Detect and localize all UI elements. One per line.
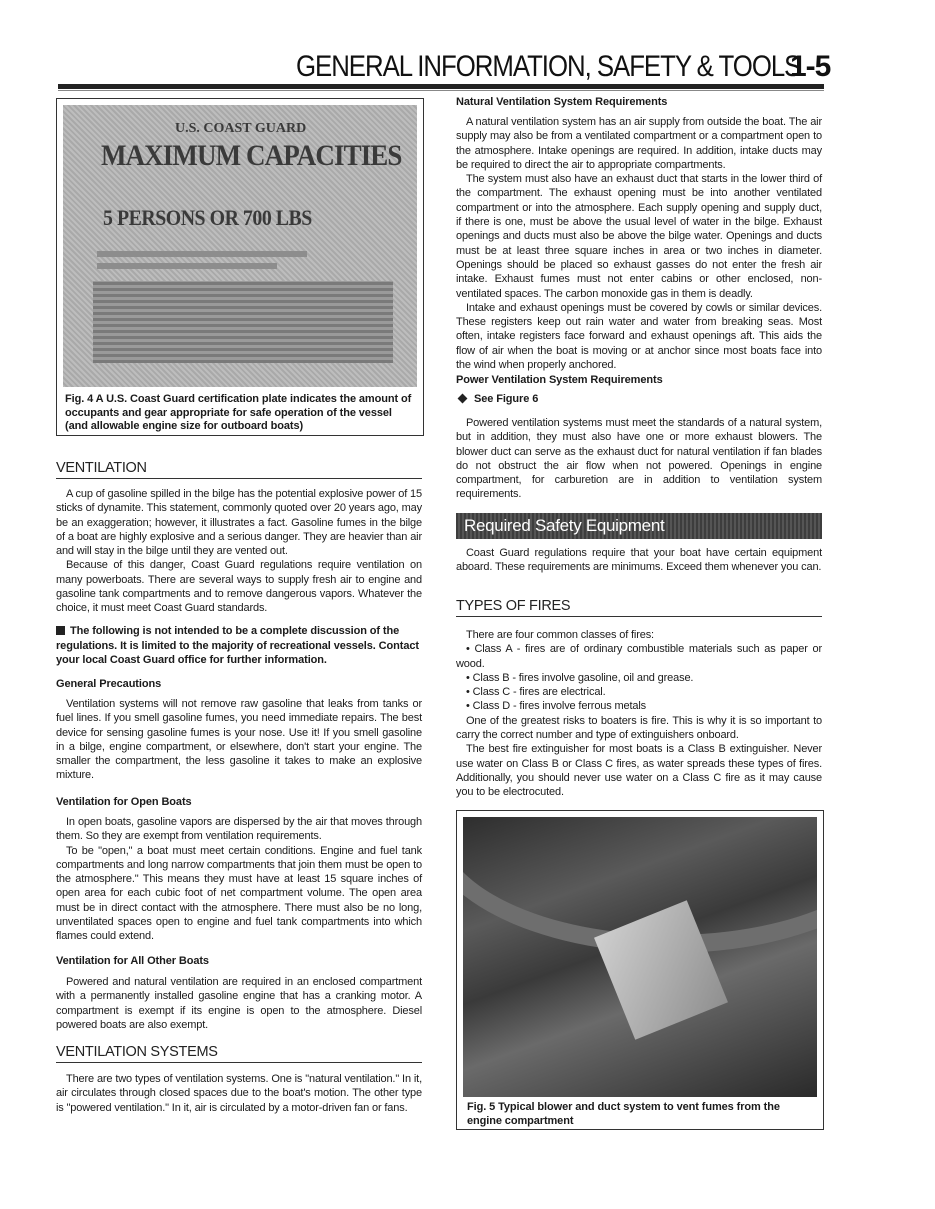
see-figure-6-text: See Figure 6 (474, 393, 539, 405)
ventilation-heading: VENTILATION (56, 460, 147, 476)
fire-class-b: • Class B - fires involve gasoline, oil and grease. (466, 671, 694, 684)
regulation-note (56, 624, 422, 668)
banner-text: Required Safety Equipment (464, 516, 665, 535)
note-square-icon (56, 626, 65, 635)
fire-classes-list (456, 642, 822, 713)
plate-fine-print (97, 245, 337, 275)
ventilation-intro (56, 487, 422, 616)
figure-5-caption: Fig. 5 Typical blower and duct system to vent fumes from the engine compartment (467, 1101, 780, 1127)
natural-paragraph-3: Intake and exhaust openings must be covered by cowls or similar devices. These registers keep out rain water and water from breaking seas. Most often, intake registers face forward and exhaust openings aft. This aids the flow of air when the boat is moving or at anchor since most boats face into the wind when properly anchored. (456, 301, 822, 372)
ventilation-systems-paragraph: There are two types of ventilation systems. One is "natural ventilation." In it, air circulates through closed spaces due to the boat's motion. The other type is "powered ventilation." In it, air is circulated by a motor-driven fan or fans. (56, 1073, 422, 1114)
power-ventilation-heading: Power Ventilation System Requirements (456, 374, 663, 386)
natural-paragraph-2: The system must also have an exhaust duct that starts in the lower third of the compartment. The exhaust opening must be into another ventilated compartment or into the atmosphere. Each supply opening and supply duct, if there is one, must be above the usual level of water in the bilge. Exhaust openings and ducts must also be above the bilge water. Openings and ducts must be at least three square inches in area or two inches in diameter. Openings should be placed so exhaust gasses do not enter the fresh air intake. Exhaust fumes must not enter cabins or other enclosed, non-ventilated spaces. The carbon monoxide gas in them is deadly. (456, 173, 822, 300)
ventilation-paragraph-1: A cup of gasoline spilled in the bilge has the potential explosive power of 15 sticks of dynamite. This statement, commonly quoted over 20 years ago, may be an exaggeration; however, it illustrates a fact. Gasoline fumes in the bilge of a boat are highly explosive and a serious danger. They are heavier than air and will stay in the bilge until they are vented out. (56, 488, 422, 558)
open-boats-heading: Ventilation for Open Boats (56, 796, 192, 808)
ventilation-systems-text (56, 1072, 422, 1115)
power-ventilation-paragraph: Powered ventilation systems must meet the standards of a natural system, but in addition, they must also have one or more exhaust blowers. The blower duct can serve as the exhaust duct for natural ventilation if fan blades do not obstruct the air flow when not powered. Openings in engine compartment, for carburetion are in addition to ventilation system requirements. (456, 417, 822, 501)
other-boats-paragraph: Powered and natural ventilation are required in an enclosed compartment with a permanently installed gasoline engine that has a cranking motor. A compartment is exempt if its engine is open to the atmosphere. Diesel powered boats are also exempt. (56, 976, 422, 1031)
blower-duct-photo (463, 817, 817, 1097)
required-safety-equipment-banner (456, 513, 822, 539)
general-precautions-heading: General Precautions (56, 678, 162, 690)
general-precautions-paragraph: Ventilation systems will not remove raw gasoline that leaks from tanks or fuel lines. If you smell gasoline fumes, you need immediate repairs. The best device for sensing gasoline fumes is your nose. Use it! If you smell gasoline in a bilge, engine compartment, or elsewhere, don't start your engine. The smaller the compartment, the less gasoline it takes to make an explosive mixture. (56, 698, 422, 782)
plate-line-3: 5 PERSONS OR 700 LBS (103, 205, 312, 230)
fires-intro: There are four common classes of fires: (466, 629, 654, 641)
fire-class-d: • Class D - fires involve ferrous metals (466, 700, 647, 713)
fires-paragraph-1: One of the greatest risks to boaters is fire. This is why it is so important to carry the correct number and type of extinguishers onboard. (456, 714, 822, 742)
diamond-bullet-icon (458, 394, 468, 404)
natural-ventilation-text (456, 115, 822, 372)
fires-paragraph-2: The best fire extinguisher for most boats is a Class B extinguisher. Never use water on Class B or Class C fires, as water spreads these types of fires. Additionally, you should never use water on a Class C fire as it may cause you to be electrocuted. (456, 743, 822, 799)
types-of-fires-heading: TYPES OF FIRES (456, 598, 571, 614)
ventilation-heading-rule (56, 478, 422, 479)
plate-line-2: MAXIMUM CAPACITIES (101, 139, 402, 172)
types-of-fires-rule (456, 616, 822, 617)
header-rule (58, 84, 824, 89)
page-number: 1-5 (790, 50, 831, 83)
safety-text (456, 546, 822, 575)
general-precautions-text (56, 697, 422, 783)
safety-paragraph: Coast Guard regulations require that your boat have certain equipment aboard. These requirements are minimums. Exceed them whenever you can. (456, 547, 822, 574)
header-rule-thin (58, 90, 824, 91)
open-boats-paragraph-2: To be "open," a boat must meet certain conditions. Engine and fuel tank compartments and long narrow compartments that join them must be open to the atmosphere." This means they must have at least 15 square inches of open area for each cubic foot of net compartment volume. The open area must be in direct contact with the atmosphere. There must also be no long, unventilated spaces open to engine and fuel tank compartments into which flames could extend. (56, 844, 422, 943)
open-boats-text (56, 815, 422, 944)
regulation-note-text: The following is not intended to be a complete discussion of the regulations. It is limited to the majority of recreational vessels. Contact your local Coast Guard office for further information. (56, 625, 419, 666)
open-boats-paragraph-1: In open boats, gasoline vapors are dispersed by the air that moves through them. So they are exempt from ventilation requirements. (56, 816, 422, 843)
fire-class-c: • Class C - fires are electrical. (466, 686, 606, 699)
figure-4-caption: Fig. 4 A U.S. Coast Guard certification plate indicates the amount of occupants and gear appropriate for safe operation of the vessel (and allowable engine size for outboard boats) (65, 393, 412, 432)
other-boats-text (56, 975, 422, 1032)
capacity-plate-image (63, 105, 417, 387)
other-boats-heading: Ventilation for All Other Boats (56, 955, 209, 967)
plate-line-1: U.S. COAST GUARD (175, 121, 307, 136)
types-of-fires-text (456, 628, 822, 800)
figure-5 (456, 810, 824, 1130)
power-ventilation-text (456, 416, 822, 502)
page-header-title: GENERAL INFORMATION, SAFETY & TOOLS (296, 50, 801, 83)
natural-paragraph-1: A natural ventilation system has an air supply from outside the boat. The air supply may also be from a ventilated compartment or a compartment open to the atmosphere. Intake openings are required. In addition, intake ducts may be required to direct the air to appropriate compartments. (456, 116, 822, 171)
ventilation-systems-rule (56, 1062, 422, 1063)
plate-dark-band (93, 281, 393, 363)
fire-class-a: • Class A - fires are of ordinary combustible materials such as paper or wood. (456, 643, 822, 670)
see-figure-6-link[interactable] (456, 393, 538, 405)
natural-ventilation-heading: Natural Ventilation System Requirements (456, 96, 668, 108)
ventilation-systems-heading: VENTILATION SYSTEMS (56, 1044, 218, 1060)
ventilation-paragraph-2: Because of this danger, Coast Guard regulations require ventilation on many powerboats. There are several ways to supply fresh air to engine and gasoline tank compartments and to remove dangerous vapors. Whatever the choice, it must meet Coast Guard standards. (56, 559, 422, 615)
figure-4 (56, 98, 424, 436)
